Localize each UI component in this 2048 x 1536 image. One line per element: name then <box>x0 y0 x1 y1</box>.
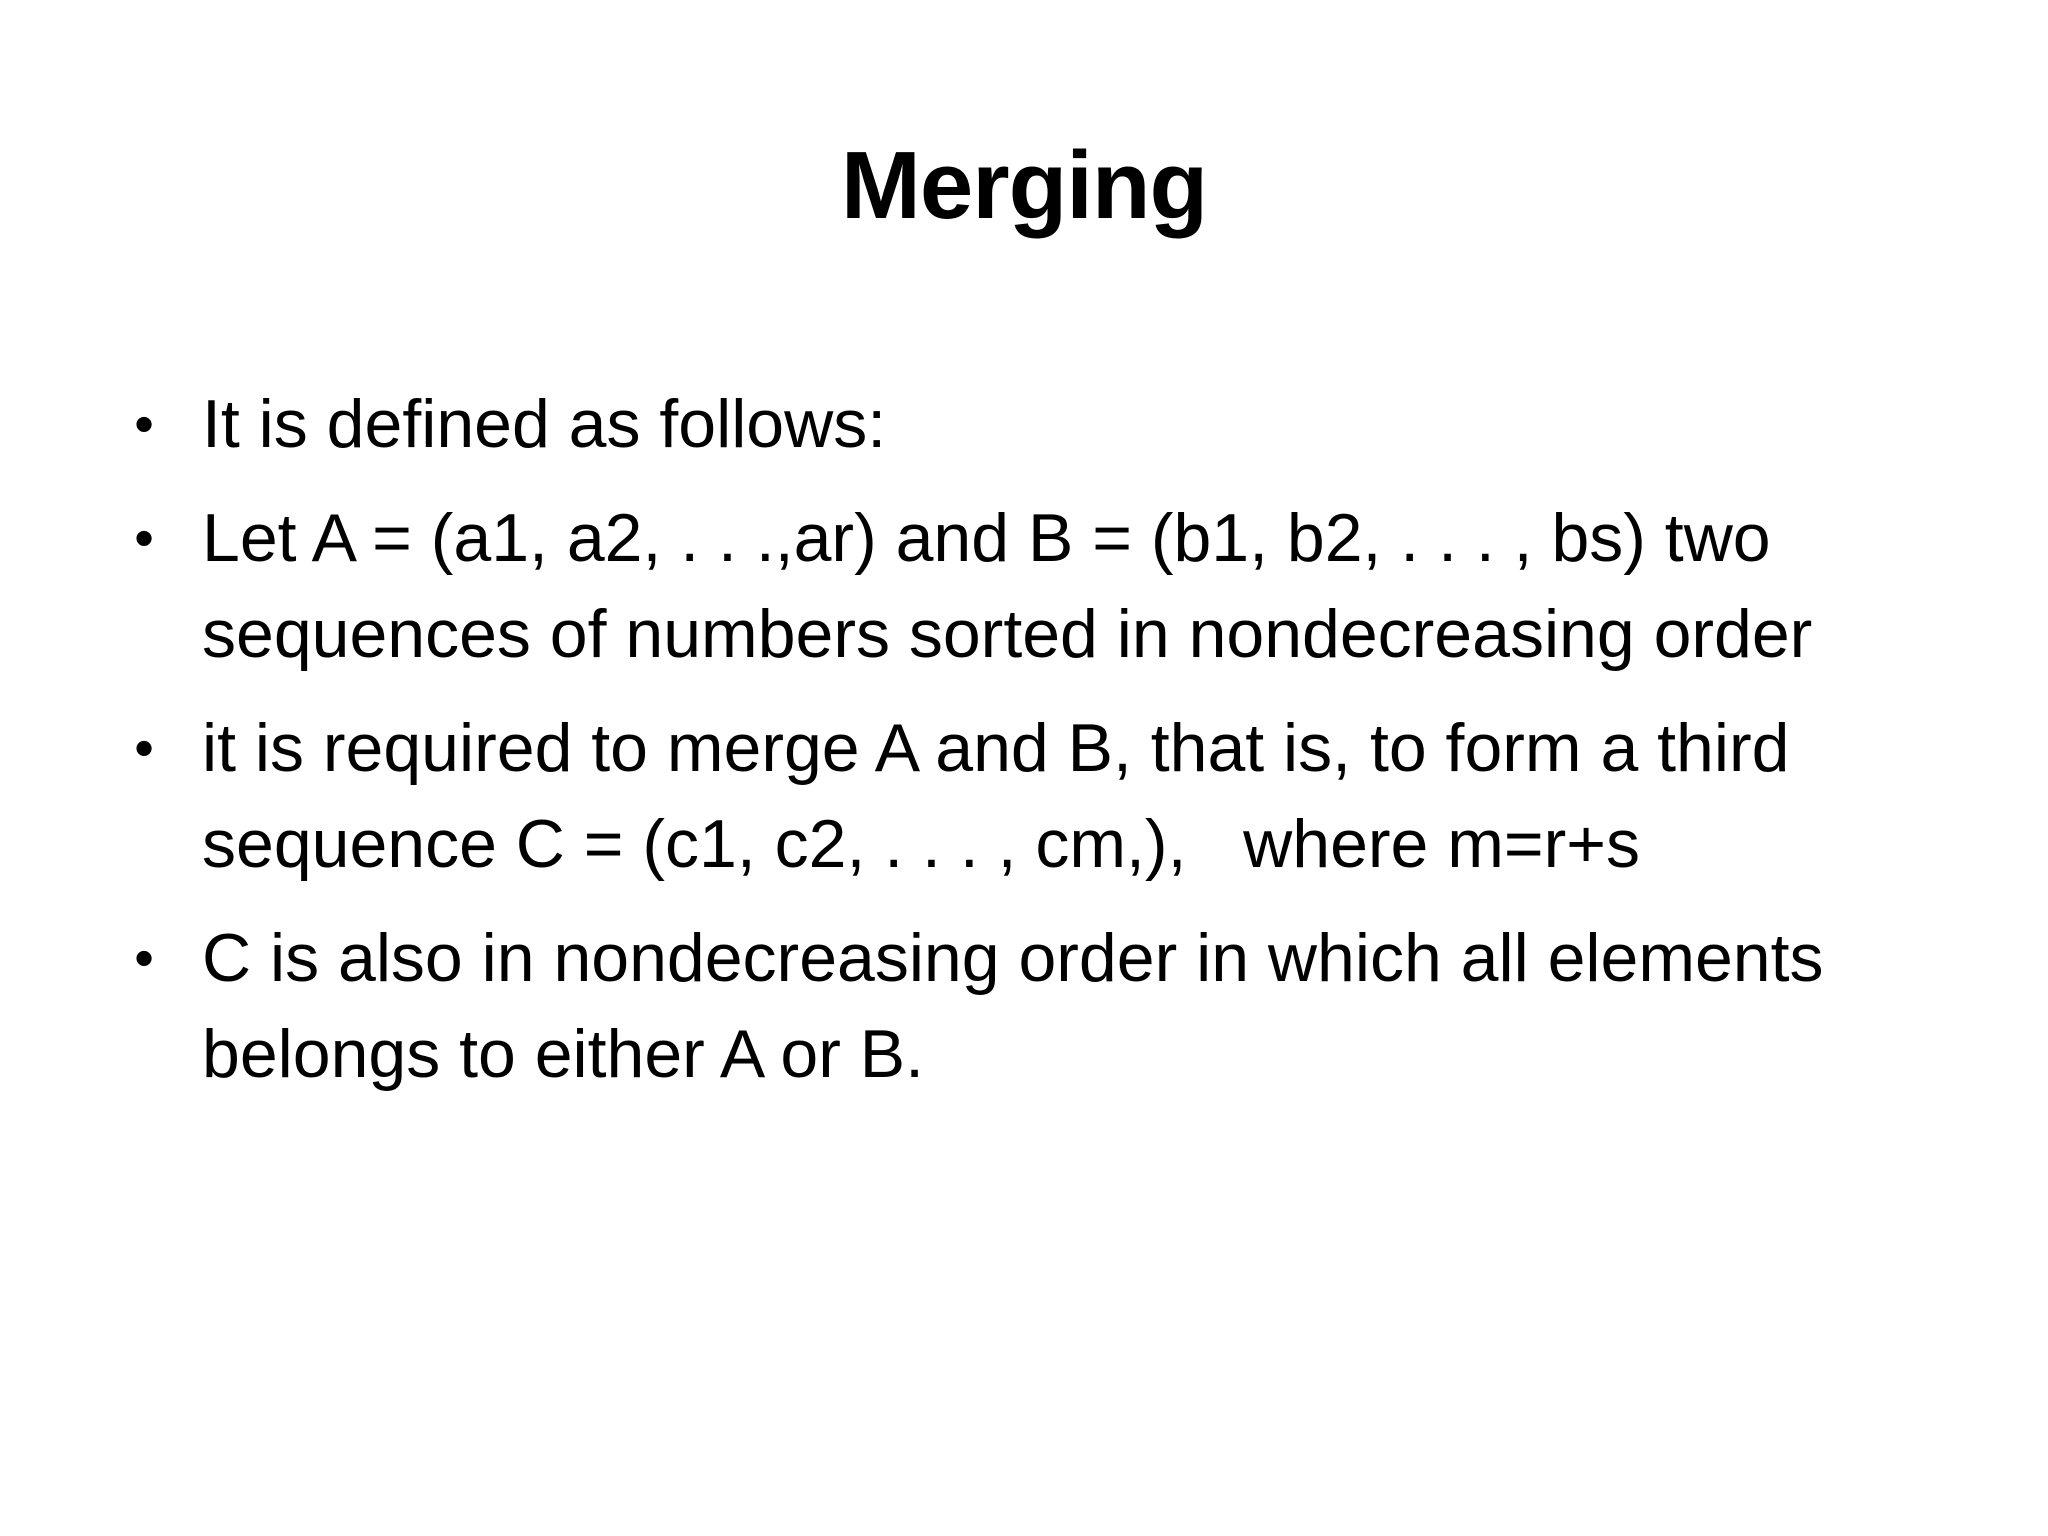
bullet-item <box>120 700 1980 892</box>
bullet-item <box>120 376 1980 472</box>
bullet-text: it is required to merge A and B, that is, to form a third sequence C = (c1, c2, . . . , cm,), where m=r+s <box>202 710 1809 882</box>
bullet-item <box>120 490 1980 682</box>
bullet-list <box>120 376 1980 1120</box>
slide-title: Merging <box>840 132 1208 239</box>
bullet-text: C is also in nondecreasing order in which all elements belongs to either A or B. <box>202 920 1843 1092</box>
bullet-item <box>120 910 1980 1102</box>
bullet-icon: • <box>134 506 154 569</box>
bullet-icon: • <box>134 392 154 455</box>
bullet-text: Let A = (a1, a2, . . .,ar) and B = (b1, b2, . . . , bs) two sequences of numbers sorted in nondecreasing order <box>202 500 1813 672</box>
bullet-icon: • <box>134 716 154 779</box>
bullet-text: It is defined as follows: <box>202 386 887 462</box>
bullet-icon: • <box>134 926 154 989</box>
